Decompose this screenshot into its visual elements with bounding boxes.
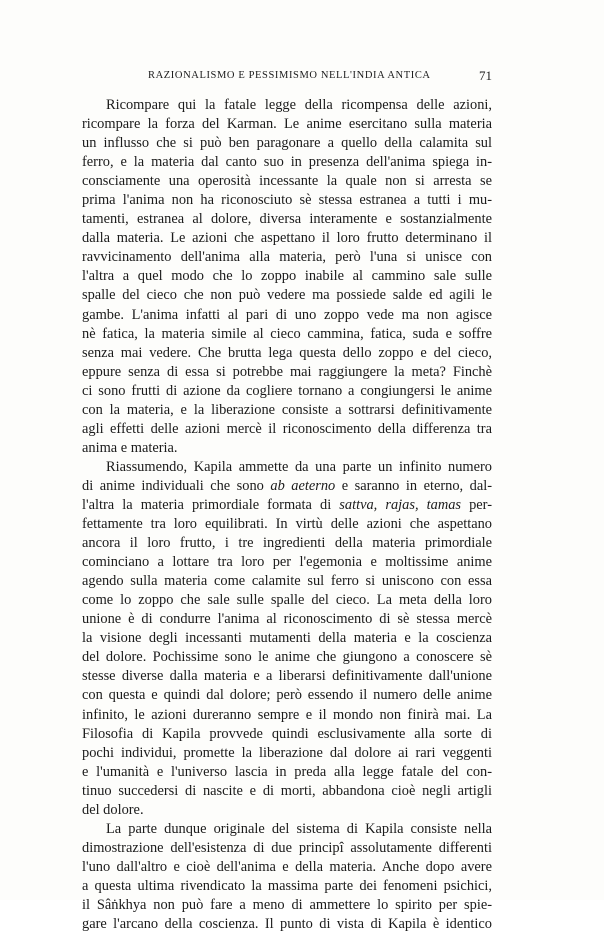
- paragraph-1: [82, 96, 492, 458]
- text-line: a questa ultima rivendicato la massima parte dei fenomeni psichici,: [82, 877, 492, 894]
- text-line: agendo sulla materia come calamite sul ferro si uniscono con essa: [82, 573, 492, 590]
- text-line: ricompare la forza del Karman. Le anime esercitano sulla materia: [82, 116, 492, 133]
- text-line: tamenti, estranea al dolore, diversa interamente e sostanzialmente: [82, 211, 492, 228]
- running-head: [82, 70, 492, 88]
- text-line: l'altra a quel modo che lo zoppo inabile al cammino sale sulle: [82, 268, 492, 285]
- text-line: gambe. L'anima infatti al pari di uno zoppo vede ma non agisce: [82, 306, 492, 323]
- italic-phrase: ab aeterno: [270, 477, 336, 494]
- text-line: dimostrazione dell'esistenza di due principî assolutamente differenti: [82, 839, 492, 856]
- text-line: del dolore. Pochissime sono le anime che giungono a conoscere sè: [82, 649, 492, 666]
- text-line: stesse diverse dalla materia e a liberarsi definitivamente dall'unione: [82, 668, 492, 685]
- text-line: infinito, le azioni dureranno sempre e il mondo non finirà mai. La: [82, 706, 492, 723]
- text-line: un influsso che si può ben paragonare a quello della calamita sul: [82, 135, 492, 152]
- page-number: 71: [479, 68, 492, 83]
- text-line: pochi individui, promette la liberazione dal dolore ai rari veggenti: [82, 744, 492, 761]
- text-line: consciamente una operosità incessante la quale non si arresta se: [82, 173, 492, 190]
- text-line: unione è di condurre l'anima al riconoscimento di sè stessa mercè: [82, 611, 492, 628]
- text-line: come lo zoppo che sale sulle spalle del cieco. La meta della loro: [82, 592, 492, 609]
- italic-phrase: sattva, rajas, tamas: [339, 496, 462, 513]
- paragraph-3: [82, 820, 492, 934]
- text-line: fettamente tra loro equilibrati. In virtù delle azioni che aspettano: [82, 516, 492, 533]
- text-line: senza mai vedere. Che brutta lega questa dello zoppo e del cieco,: [82, 344, 492, 361]
- text-line: Filosofia di Kapila provvede quindi esclusivamente alla sorte di: [82, 725, 492, 742]
- text-line: anima e materia.: [82, 439, 178, 456]
- text-line: ravvicinamento dell'anima alla materia, però l'una si unisce con: [82, 249, 492, 266]
- text-line: spalle del cieco che non può vedere ma possiede salde ed agili le: [82, 287, 492, 304]
- text-line: di anime individuali che sono ab aeterno e saranno in eterno, dal-: [82, 477, 492, 494]
- text-line: del dolore.: [82, 801, 144, 818]
- text-line: gare l'arcano della coscienza. Il punto di vista di Kapila è identico: [82, 916, 492, 933]
- text-line: con questa e quindi dal dolore; però essendo il numero delle anime: [82, 687, 492, 704]
- text-line: il Sâṅkhya non può fare a meno di ammettere lo spirito per spie-: [82, 896, 492, 913]
- text-line: Riassumendo, Kapila ammette da una parte un infinito numero: [106, 458, 492, 475]
- text-line: ferro, e la materia dal canto suo in presenza dell'anima spiega in-: [82, 154, 492, 171]
- text-line: l'altra la materia primordiale formata di sattva, rajas, tamas per-: [82, 496, 492, 513]
- text-line: agli effetti delle azioni mercè il riconoscimento della differenza tra: [82, 420, 492, 437]
- text-line: La parte dunque originale del sistema di Kapila consiste nella: [106, 820, 492, 837]
- text-line: prima l'anima non ha riconosciuto sè stessa estranea a tutti i mu-: [82, 192, 492, 209]
- text-line: la visione degli incessanti mutamenti della materia e la coscienza: [82, 630, 492, 647]
- paragraph-2: [82, 458, 492, 820]
- text-line: Ricompare qui la fatale legge della ricompensa delle azioni,: [106, 97, 492, 113]
- text-line: cominciano a lottare tra loro per l'egemonia e moltissime anime: [82, 554, 492, 571]
- body-text: [82, 96, 492, 934]
- running-title: RAZIONALISMO E PESSIMISMO NELL'INDIA ANTICA: [148, 70, 431, 81]
- text-line: eppure senza di essa si potrebbe mai raggiungere la meta? Finchè: [82, 363, 492, 380]
- text-line: ci sono frutti di azione da cogliere tornano a congiungersi le anime: [82, 382, 492, 399]
- text-line: e l'umanità e l'universo lascia in preda alla legge fatale del con-: [82, 763, 492, 780]
- text-line: l'uno dall'altro e cioè dell'anima e della materia. Anche dopo avere: [82, 858, 492, 875]
- text-line: tinuo succedersi di nascite e di morti, abbandona cioè negli artigli: [82, 782, 492, 799]
- text-line: con la materia, e la liberazione consiste a sottrarsi definitivamente: [82, 401, 492, 418]
- text-line: dalla materia. Le azioni che aspettano il loro frutto determinano il: [82, 230, 492, 247]
- text-line: ancora il loro frutto, i tre ingredienti della materia primordiale: [82, 535, 492, 552]
- text-line: nè fatica, la materia simile al cieco cammina, fatica, suda e soffre: [82, 325, 492, 342]
